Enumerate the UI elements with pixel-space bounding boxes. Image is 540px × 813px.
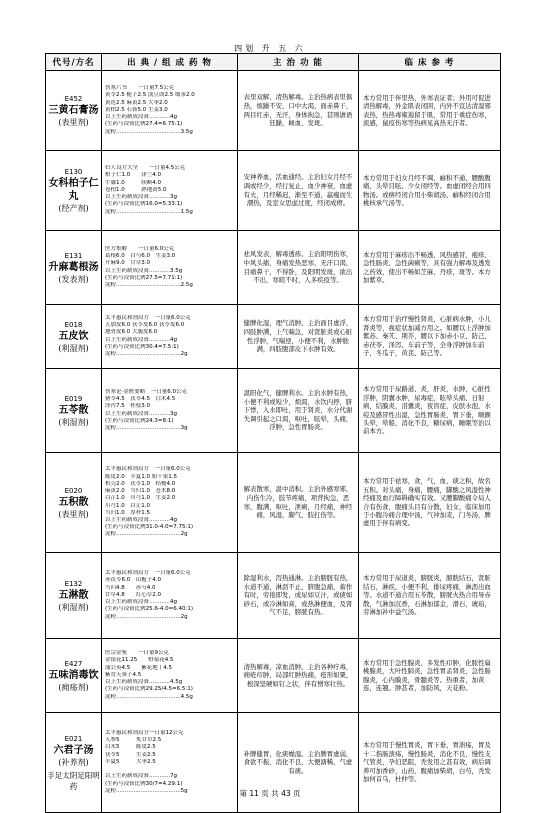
column-header-clinical: 临 床 参 考 (359, 54, 501, 71)
column-header-code-name: 代号/方名 (46, 54, 102, 71)
effects-cell: 表里双解、清热解毒。主治热病表里俱热，烦躁不安，口中大渴，面赤鼻干，两目红赤，无汗，身体拘急，甚则谵语狂躁，衄血，发斑。 (238, 71, 359, 151)
prescription-category: (利湿剂) (58, 417, 89, 427)
ingredient-line: 以上生药制成浸膏............3.5g (105, 267, 183, 274)
ingredient-line: 以上生药制成浸膏............7g (105, 773, 177, 780)
clinical-cell: 本方常用于妇女月经不调、癖积不通、腰酸腹痛、头晕目眩、少女闭经等。血虚闭经合用四物汤。或痹经闭合用小柴胡汤、癖积经闭合用桃核承气汤等。 (359, 151, 501, 231)
prescription-name: 五皮饮 (58, 330, 89, 342)
source-ingredients-cell (102, 639, 238, 713)
prescription-name: 女科柏子仁丸 (48, 178, 99, 202)
prescription-table (45, 53, 501, 813)
ingredient-line: 枳壳2.0 茯苓1.0 桔梗4.0 (105, 480, 176, 487)
prescription-category: (表里剂) (58, 117, 89, 127)
prescription-category: (利湿剂) (58, 602, 89, 612)
source-ingredients-cell (102, 71, 238, 151)
ingredient-line: 以上生药制成浸膏............4g (105, 599, 177, 606)
ingredient-line: 当归4.8 赤芍4.0 (105, 584, 156, 591)
clinical-cell: 本方常用于慢性胃炎，胃下垂，胃溃疡，胃及十二指肠溃疡，慢性肠炎，消化不良，慢性支气管炎，孕妇恶阻，秃发用之甚有效，病后调养可加香砂，山药，腹痛加柴胡，白芍，秃发加何首乌，杜仲等。 (359, 713, 501, 813)
column-header-effects: 主 治 功 能 (238, 54, 359, 71)
ingredient-line: 黄连2.5 麻黄2.5 大枣2.0 (105, 99, 168, 106)
ingredient-line: (生药与浸膏比例30/7=4.29:1) (105, 780, 183, 787)
table-row (46, 305, 501, 369)
code-name-cell (46, 71, 102, 151)
source-ingredients-cell (102, 453, 238, 553)
ingredient-line: 以上生药制成浸膏............4g (105, 336, 177, 343)
ingredient-line: 蒲公英4.5 紫花地丁4.5 (105, 664, 172, 671)
ingredient-line: 医宗金鉴 一日量9公克 (105, 650, 170, 657)
ingredient-line: 茯苓5 生姜2.5 (105, 751, 156, 758)
clinical-cell: 本方常用于尿道炎，膀胱炎，膀胱结石，贤脏结石，淋疾，小便不利，排尿疼痛，淋沥出血等。水道不通合用五苓散，膀胱火热合用导赤散，气淋加沉香，石淋加郁金，滑石，琥珀，劳淋加补中益气汤。 (359, 553, 501, 639)
ingredient-line: 黄苓2.5 栀子2.5 淡豆豉2.5 细茶2.0 (105, 92, 195, 99)
effects-cell: 清热解毒，凉血消肿。主治各种疔毒，痈疮疖肿，局部红肿热痛，疮形如粟，根深坚硬如钉之状，伴有憎寒壮热。 (238, 639, 359, 713)
ingredient-line: 泽泻7.5 桂枝3.0 (105, 403, 150, 410)
ingredient-line: 以上生药制成浸膏............4g (105, 516, 177, 523)
ingredient-line: 伤寒论·金匮要略 一日量6.0公克 (105, 388, 187, 395)
ingredient-line: 以上生药制成浸膏............3g (105, 410, 177, 417)
clinical-cell: 本方常用于麻疹出不畅透、风热感冒，疱疹、急性肠炎、急性菌痢等，具有强力解毒及透发之药效，使出不畅如芝麻，丹疹，斑等。本方加紫草。 (359, 231, 501, 305)
code-name-cell (46, 151, 102, 231)
ingredient-line: 淀粉.....................................2g (105, 613, 188, 620)
ingredient-line: 当归1.0 厚朴1.5 (105, 509, 150, 516)
prescription-code: E132 (64, 579, 83, 588)
ingredient-line: 太平惠民和剂局方 一日量6.0公克 (105, 466, 191, 473)
prescription-category: (利湿剂) (58, 343, 89, 353)
prescription-category: (补养剂) (58, 757, 89, 767)
prescription-name: 五积散 (58, 496, 89, 508)
effects-cell: 解表散寒，温中消积。主治外感寒邪，内伤生冷，肢节疼痛，项背拘急，恶寒，腹满，呕吐，泄痢，月经痛，神经痛，风湿，脚气，肢打伤等。 (238, 453, 359, 553)
ingredient-line: 卷柏1.0 熟地黄5.0 (105, 186, 167, 193)
ingredient-line (105, 766, 234, 773)
ingredient-line: 淀粉.....................................2.5g (105, 281, 193, 288)
source-ingredients-cell (102, 305, 238, 369)
ingredient-line: (生药与浸膏比例24.3=8:1) (105, 417, 174, 424)
ingredient-line: 妇人良方大全 一日量4.5公克 (105, 165, 186, 172)
prescription-code: E452 (64, 94, 83, 103)
code-name-cell (46, 369, 102, 453)
table-row (46, 453, 501, 553)
prescription-category: (经产剂) (58, 204, 89, 213)
ingredient-line: 葛根6.0 白芍6.0 生姜3.0 (105, 253, 176, 260)
ingredient-line: (生药与浸膏比例31.0-4.0=7.75:1) (105, 524, 193, 531)
ingredient-line: (生药与浸膏比例25.6-4.0=6.40:1) (105, 606, 193, 613)
prescription-code: E131 (64, 251, 83, 260)
table-row (46, 639, 501, 713)
ingredient-line: 猪苓4.5 茯苓4.5 白术4.5 (105, 396, 176, 403)
code-name-cell (46, 305, 102, 369)
ingredient-line: 金银花11.25 野菊花4.5 (105, 657, 174, 664)
ingredient-line: 半夏5 大枣2.5 (105, 758, 156, 765)
source-ingredients-cell (102, 231, 238, 305)
prescription-category: (痈疡剂) (58, 682, 89, 692)
clinical-cell: 本方常用于尿路道、炎，肝炎，水肿，心脏性浮肿，阴囊水肿，尿毒症，眩晕头痛、日射病，结膜炎，泪囊炎，夜盲症，皮肤水泡，水痘及感冒性出湿，急性胃肠炎，胃下垂，顺颤头晕，晕船，消化不良，糖尿病，睡眠等治以前本方。 (359, 369, 501, 453)
ingredient-line: 太平惠民和剂局方一日量12公克 (105, 730, 184, 737)
table-header-row (46, 54, 501, 71)
ingredient-line: 川芎1.0 白芷1.0 (105, 502, 150, 509)
ingredient-line: 淀粉.....................................3.5g (105, 128, 193, 135)
ingredient-line: 医方集解 一日量6.0公克 (105, 245, 175, 252)
table-row (46, 151, 501, 231)
ingredient-line: (生药与浸膏比例27.5=7.71:1) (105, 274, 183, 281)
ingredient-line: 伤寒六书 一日量7.5公克 (105, 85, 175, 92)
code-name-cell (46, 639, 102, 713)
ingredient-line: 黄柏2.5 石膏5.0 生姜3.0 (105, 106, 168, 113)
ingredient-line: 升麻9.0 甘草3.0 (105, 260, 150, 267)
ingredient-line: 淀粉.....................................2g (105, 531, 188, 538)
prescription-name: 五苓散 (58, 404, 89, 416)
effects-cell: 温阳化气，健脾利水。主治水肿有热，小便不利或短少，烦渴，水饮内停，脐下悸，入水即吐，用于肾炎，水分代谢失调引起之口渴，呕吐，眩晕，头痛，浮肿，急性胃肠炎。 (238, 369, 359, 453)
ingredient-line: 地骨皮6.0 大腹皮6.0 (105, 329, 158, 336)
prescription-name: 五味消毒饮 (48, 669, 99, 681)
effects-cell: 安神养血，活血通经。主治妇女月经不调或经少，经行复止，血少神衰，血虚有火，月经稀迟，渐至不通，羸瘦而生潮热，及室女思虑过度，经闭成痨。 (238, 151, 359, 231)
column-header-source: 出 典 / 组 成 药 物 (102, 54, 238, 71)
source-ingredients-cell (102, 553, 238, 639)
ingredient-line: (生药与浸膏比例30.4=7.5:1) (105, 343, 179, 350)
ingredient-line: 淀粉.....................................4.5g (105, 693, 193, 700)
ingredient-line: 淀粉.....................................5g (105, 787, 188, 794)
prescription-name: 升麻葛根汤 (48, 261, 99, 273)
source-ingredients-cell (102, 151, 238, 231)
ingredient-line: 以上生药制成浸膏............4.5g (105, 679, 183, 686)
table-row (46, 553, 501, 639)
ingredient-line: (生药与浸膏比例27.4=6.75:1) (105, 121, 183, 128)
prescription-category: (发表剂) (58, 274, 89, 284)
code-name-cell (46, 231, 102, 305)
ingredient-line: 淀粉.....................................1.5g (105, 208, 193, 215)
code-name-cell (46, 553, 102, 639)
effects-cell: 除湿利水，泻热通淋。主治膀胱有热，水道不通，淋沥不止，脐腹急痛，蓄作有时，劳倦即发，或尿如豆汁，或痰如砂石，或冷淋如膏，或热淋便血，及肾气不足，膀胱有热。 (238, 553, 359, 639)
ingredient-line: 陈皮2.0 半夏1.0 姐干果1.5 (105, 473, 177, 480)
ingredient-line: 紫背天葵子4.5 (105, 671, 142, 678)
prescription-code: E130 (64, 168, 83, 176)
ingredient-line: 淀粉.....................................2g (105, 350, 188, 357)
code-name-cell (46, 453, 102, 553)
table-row (46, 71, 501, 151)
clinical-cell: 本方常用于治疗慢性肾炎，心脏病水肿，小儿肾炎等，视症状加减方用之。如腰以上浮肿加紫苏、秦艽、荆芥，腰以下加赤小豆、防己、赤茯苓、泽泻、车前子等，全身浮肿加车前子，冬瓜子，黄芪、防己等。 (359, 305, 501, 369)
ingredient-line: 淀粉.....................................3g (105, 424, 188, 431)
prescription-category: (表里剂) (58, 509, 89, 519)
page-header: 四划 升 五 六 (234, 44, 306, 53)
ingredient-line: (生药与浸膏比例16.0=5.33:1) (105, 201, 183, 208)
ingredient-line: 甘草4.8 灯心草2.0 (105, 591, 161, 598)
clinical-cell: 本方常用于伴里热，外寒表证者；外用可促进清热解毒，外金肌表闭困，内外不宣达清湿邪表热，热热毒雍遏留于肌，常用于重症伤寒，流感，鼠疫伤寒等热病见高热无汗者。 (359, 71, 501, 151)
ingredient-line: 以上生药制成浸膏............3g (105, 194, 177, 201)
ingredient-line: 牛膝1.0 续断4.0 (105, 179, 161, 186)
ingredient-line: 太平惠民和剂局方 一日量6.0公克 (105, 570, 191, 577)
prescription-code: E019 (64, 394, 83, 403)
ingredient-line: 白术5 陈皮2.5 (105, 744, 156, 751)
prescription-name: 五淋散 (58, 589, 89, 601)
clinical-cell: 本方常用于急性腺炎、多发性疖肿，化脓性扁桃腺炎，大叶性肺炎，急性胃孟肾炎，急性肠腺炎，心内膜炎，骨髓炎等。热重者，加黄连，连翘。肿甚者，加防风，天花粉。 (359, 639, 501, 713)
clinical-cell: 本方常用于祛寒，食，气，血，痰之积，故名五积。对头痛，身痛，腰痛，脚酸之风湿性神经痛及血行障碍确实有效。又腰脚酸痛令局人合有伤食，腹痛头目有分散，妇女，临床加用于小腹冷痛合理中汤，气冲加麦，门冬汤，脾虚用于伴有病变。 (359, 453, 501, 553)
prescription-code: E020 (64, 486, 83, 495)
effects-cell: 健脾化湿，理气消肿。主治面目虚浮，四肢肿满，上气喘急，对贤脏炎或心脏性浮肿，气喘逆，小便不利，水肿胀满，四肢腹部皮下水肿有效。 (238, 305, 359, 369)
prescription-alias: 手足太阴足阳明药 (47, 770, 100, 791)
ingredient-line: 赤茯苓6.0 山栀子4.0 (105, 577, 161, 584)
ingredient-line: 以上生药制成浸膏............4g (105, 114, 177, 121)
prescription-code: E021 (64, 734, 83, 743)
ingredient-line: (生药与浸膏比例29.25/4.5=6.5:1) (105, 686, 193, 693)
page-footer: 第 11 页 共 43 页 (239, 789, 301, 798)
effects-cell: 祛风发表，解毒透疹。主治阳明伤寒，中风头痛，身痛发热恶寒，无汗口渴，目痛鼻干，不得卧，及阳明发斑，欲出不出，寒暄不时，人多疾疫等。 (238, 231, 359, 305)
ingredient-line: 五加皮6.0 茯苓皮6.0 茯苓皮6.0 (105, 322, 185, 329)
ingredient-line: 人参5 炙甘草2.5 (105, 737, 162, 744)
ingredient-line: 太平惠民和剂局方 一日量6.0公克 (105, 314, 191, 321)
prescription-name: 六君子汤 (53, 744, 94, 756)
prescription-code: E427 (64, 659, 83, 668)
table-row (46, 231, 501, 305)
ingredient-line: 柏子仁1.0 泽兰4.0 (105, 172, 161, 179)
ingredient-line: 白芷1.0 川芎1.0 生姜2.0 (105, 495, 176, 502)
prescription-name: 三黄石膏汤 (48, 104, 99, 116)
source-ingredients-cell (102, 369, 238, 453)
prescription-code: E018 (64, 320, 83, 329)
ingredient-line: 麻黄2.0 当归1.0 苍术8.0 (105, 488, 176, 495)
table-row (46, 369, 501, 453)
effects-cell: 补脾健胃，化痰燥湿。主治脾胃虚弱，食欲不振，消化不良，大便溏稀，气虚有痰。 (238, 713, 359, 813)
